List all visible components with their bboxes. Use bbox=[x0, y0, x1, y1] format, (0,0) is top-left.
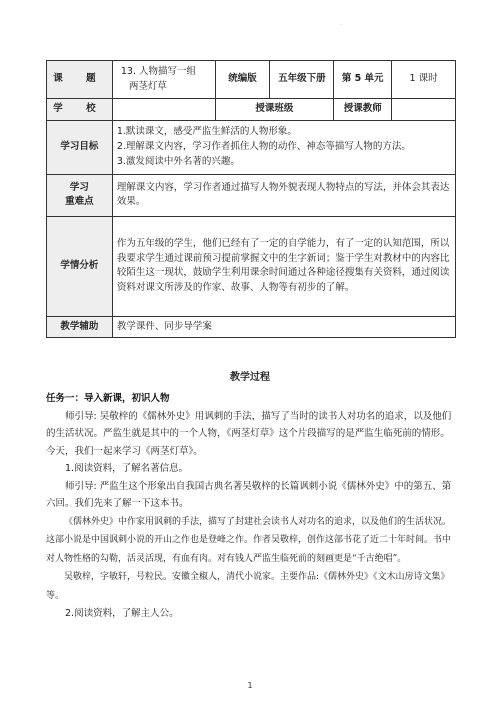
goals-row bbox=[47, 120, 456, 174]
lesson-title-line1: 13. 人物描写一组 bbox=[120, 65, 196, 77]
process-title: 教学过程 bbox=[230, 372, 270, 383]
key-points-row bbox=[47, 174, 456, 216]
aids-label: 教学辅助 bbox=[47, 316, 113, 338]
quote-paragraph: 吴敬梓，字敏轩，号粒民。安徽全椒人，清代小说家。主要作品:《儒林外史》《文木山房诗文集》等。 bbox=[46, 572, 450, 601]
paragraph: 师引导: 严监生这个形象出自我国古典名著吴敬梓的长篇讽刺小说《儒林外史》中的第五、第六回。我们先来了解一下这本书。 bbox=[46, 480, 452, 510]
analysis-label: 学情分析 bbox=[47, 216, 113, 316]
lesson-title-line2: 两茎灯草 bbox=[128, 80, 167, 92]
key-points-content: 理解课文内容，学习作者通过描写人物外貌表现人物特点的写法，并体会其表达效果。 bbox=[112, 174, 455, 216]
school-value bbox=[112, 99, 215, 121]
edition-cell: 统编版 bbox=[215, 61, 270, 99]
key-points-label-line1: 学习 bbox=[69, 181, 89, 193]
step-heading: 2.阅读资料，了解主人公。 bbox=[65, 608, 179, 620]
class-label: 授课班级 bbox=[215, 99, 334, 121]
school-label: 学 校 bbox=[47, 99, 113, 121]
lesson-plan-table bbox=[46, 60, 456, 338]
key-points-label-line2: 重难点 bbox=[65, 196, 94, 208]
key-points-label bbox=[47, 174, 113, 216]
process-content bbox=[46, 388, 458, 623]
analysis-row bbox=[47, 216, 456, 316]
page-number: 1 bbox=[247, 681, 253, 690]
analysis-content: 作为五年级的学生，他们已经有了一定的自学能力，有了一定的认知范围，所以我要求学生通过课前预习提前掌握文中的生字新词；鉴于学生对教材中的内容比较陌生这一现状，鼓励学生利用课余时间通过各种途径搜集有关资料，通过阅读资料对课文所涉及的作家、故事、人物等有初步的了解。 bbox=[112, 216, 455, 316]
aids-content: 教学课件、同步导学案 bbox=[112, 316, 455, 338]
goals-content bbox=[112, 120, 455, 174]
task-heading: 任务一：导入新课，初识人物 bbox=[46, 393, 170, 404]
goals-label: 学习目标 bbox=[47, 120, 113, 174]
goal-item: 2.理解课文内容，学习作者抓住人物的动作、神态等描写人物的方法。 bbox=[116, 140, 411, 152]
teacher-label: 授课教师 bbox=[334, 99, 392, 121]
hours-cell: 1 课时 bbox=[392, 61, 456, 99]
goal-item: 3.激发阅读中外名著的兴趣。 bbox=[116, 155, 240, 167]
teacher-value bbox=[392, 99, 456, 121]
lesson-label: 课 题 bbox=[47, 61, 113, 99]
unit-cell: 第 5 单元 bbox=[334, 61, 392, 99]
paragraph: 师引导: 吴敬梓的《儒林外史》用讽刺的手法，描写了当时的读书人对功名的追求，以及他们的生活状况。严监生就是其中的一个人物，《两茎灯草》这个片段描写的是严监生临死前的情形。今天，我们一起来学习《两茎灯草》。 bbox=[46, 410, 452, 457]
header-row bbox=[47, 61, 456, 99]
step-heading: 1.阅读资料，了解名著信息。 bbox=[65, 463, 189, 475]
aids-row bbox=[47, 316, 456, 338]
grade-cell: 五年级下册 bbox=[270, 61, 334, 99]
quote-paragraph: 《儒林外史》中作家用讽刺的手法，描写了封建社会读书人对功名的追求，以及他们的生活状况。这部小说是中国讽刺小说的开山之作也是登峰之作。作者吴敬梓，创作这部书花了近二十年时间。书中对人物性格的勾勒，活灵活现，有血有肉。对有钱人严监生临死前的刻画更是“千古绝唱”。 bbox=[46, 516, 452, 564]
school-row bbox=[47, 99, 456, 121]
scan-dot: · bbox=[340, 22, 342, 29]
lesson-title bbox=[112, 61, 215, 99]
goal-item: 1.默读课文，感受严监生鲜活的人物形象。 bbox=[116, 126, 297, 138]
